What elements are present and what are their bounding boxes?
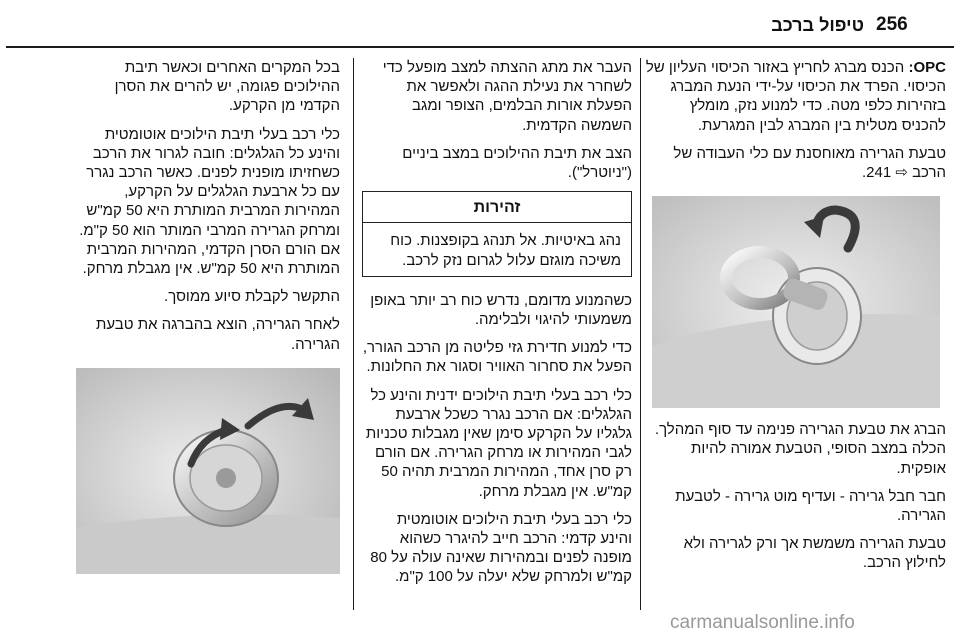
paragraph: כלי רכב בעלי תיבת הילוכים אוטומטית והינע כל הגלגלים: חובה לגרור את הרכב כשחזיתו מופנית לפנים. כאשר הרכב נגרר עם כל ארבעת הגלגלים על הקרקע, המהירות המרבית המותרת היא 50 קמ"ש ומרחק הגרירה המרבי המותר הוא 50 ק"מ. אם הורם הסרן הקדמי, המהירות המרבית המותרת היא 50 קמ"ש. אין מגבלת מרחק. <box>79 125 340 278</box>
paragraph: הברג את טבעת הגרירה פנימה עד סוף המהלך. הכלה במצב הסופי, הטבעת אמורה להיות אופקית. <box>654 421 946 477</box>
column-divider <box>640 58 641 610</box>
paragraph: הצב את תיבת ההילוכים במצב ביניים ("ניוטרל"). <box>402 144 632 182</box>
opc-note-label: OPC: <box>908 59 946 76</box>
paragraph: כדי למנוע חדירת גזי פליטה מן הרכב הגורר, הפעל את סחרור האוויר וסגור את החלונות. <box>362 339 632 376</box>
warning-box <box>362 191 632 277</box>
paragraph: העבר את מתג ההצתה למצב מופעל כדי לשחרר את נעילת ההגה ולאפשר את הפעלת אורות הבלמים, הצופר ומגב השמשה הקדמית. <box>382 59 632 134</box>
column-left <box>76 58 340 618</box>
warning-text: נהג באיטיות. אל תנהג בקופצנות. כוח משיכה מוגזם עלול לגרום נזק לרכב. <box>390 232 621 269</box>
paragraph: חבר חבל גרירה - ועדיף מוט גרירה - לטבעת הגרירה. <box>675 487 946 525</box>
warning-title: זהירות <box>363 192 631 223</box>
paragraph: כשהמנוע מדומם, נדרש כוח רב יותר באופן משמעותי להיגוי ולבלימה. <box>370 291 632 329</box>
column-middle <box>362 58 632 618</box>
section-title: טיפול ברכב <box>771 15 864 35</box>
header-rule <box>6 46 954 48</box>
paragraph: התקשר לקבלת סיוע ממוסך. <box>164 288 340 306</box>
tow-eye-illustration <box>652 196 940 408</box>
opc-note-text: הכנס מברג לחריץ באזור הכיסוי העליון של הכיסוי. הפרד את הכיסוי על-ידי הנעת המברג בזהירות כלפי מטה. כדי למנוע נזק, מומלץ להכניס מטלית בין המברג לבין המגרעת. <box>645 59 946 134</box>
paragraph: כלי רכב בעלי תיבת הילוכים ידנית והינע כל הגלגלים: אם הרכב נגרר כשכל ארבעת גלגליו על הקרקע סימן שאין מגבלות טכניות לגבי המהירות או מרחק הגרירה. אם הורם רק סרן אחד, המהירות המרבית תהיה 50 קמ"ש. אין מגבלת מרחק. <box>365 386 632 500</box>
cover-removal-illustration <box>76 368 340 574</box>
column-divider <box>353 58 354 610</box>
paragraph: כלי רכב בעלי תיבת הילוכים אוטומטית והינע קדמי: הרכב חייב להיגרר כשהוא מופנה לפנים ובמהירות שאינה עולה על 80 קמ"ש ולמרחק שלא יעלה על 100 ק"מ. <box>370 510 632 586</box>
page-header <box>0 0 960 46</box>
paragraph: בכל המקרים האחרים וכאשר תיבת ההילוכים פגומה, יש להרים את הסרן הקדמי מן הקרקע. <box>114 59 340 115</box>
watermark: carmanualsonline.info <box>670 612 855 633</box>
column-right <box>644 58 946 618</box>
page-number: 256 <box>876 14 908 35</box>
paragraph: לאחר הגרירה, הוצא בהברגה את טבעת הגרירה. <box>96 316 340 353</box>
paragraph: טבעת הגרירה משמשת אך ורק לגרירה ולא לחילוץ הרכב. <box>683 535 946 572</box>
paragraph: טבעת הגרירה מאוחסנת עם כלי העבודה של הרכב ⇨ 241. <box>673 144 946 182</box>
opc-note <box>644 58 946 135</box>
photo-cover-removal <box>76 368 340 574</box>
photo-tow-eye <box>652 196 940 408</box>
